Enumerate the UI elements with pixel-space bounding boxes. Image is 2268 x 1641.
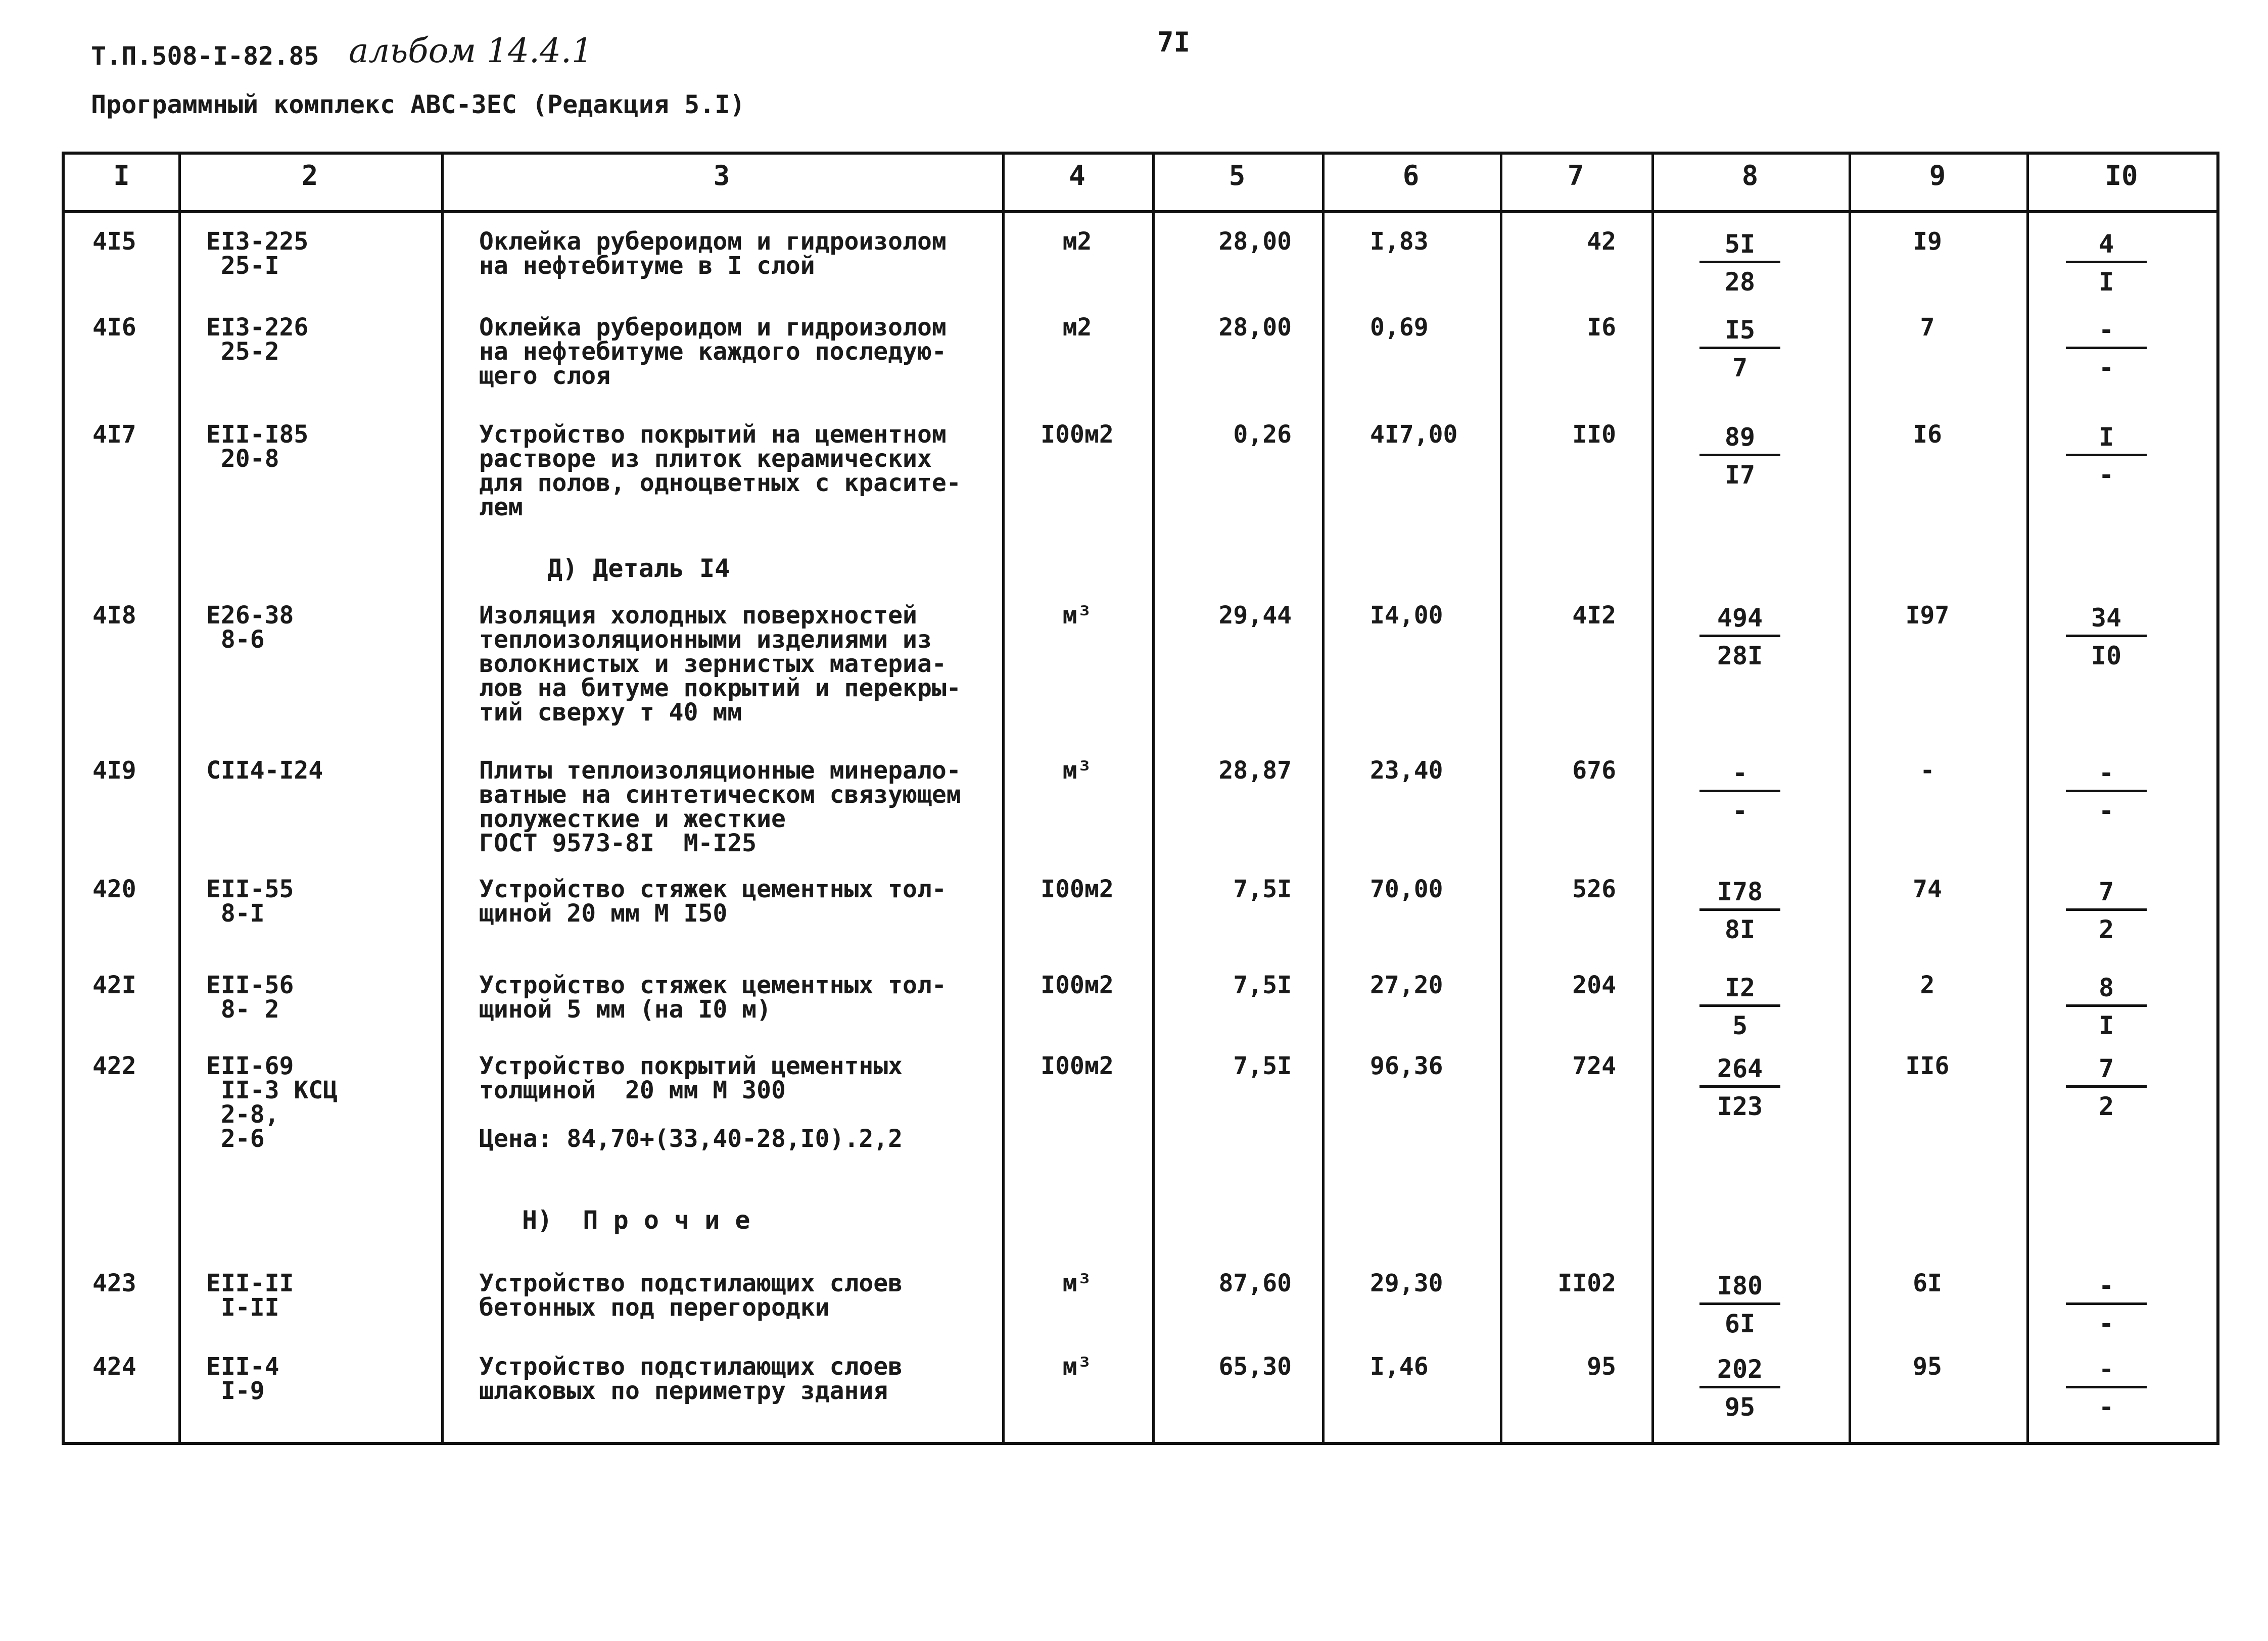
column-header: 3 (713, 160, 730, 191)
column-header: 8 (1741, 160, 1759, 191)
unit: м³ (1062, 1353, 1092, 1381)
header-divider (65, 210, 2216, 213)
column-header: 5 (1228, 160, 1246, 191)
norm-code: EI3-225 25-I (206, 227, 309, 280)
column-8-fraction: $\frac{I5}{7}$ (1699, 315, 1780, 382)
unit: I00м2 (1041, 875, 1114, 903)
norm-code: E26-38 8-6 (206, 601, 294, 654)
work-description: Устройство стяжек цементных тол- щиной 5 мм (на I0 м) (479, 971, 947, 1024)
column-divider (441, 155, 444, 1442)
column-8-fraction: $\frac{I78}{8I}$ (1699, 877, 1780, 944)
column-10-fraction: $\frac{7}{2}$ (2066, 1054, 2147, 1121)
unit: I00м2 (1041, 971, 1114, 999)
total-cost: 526 (1572, 875, 1616, 903)
row-number: 4I5 (92, 227, 136, 256)
norm-code: EII-II I-II (206, 1269, 294, 1322)
work-description: Плиты теплоизоляционные минерало- ватные на синтетическом связующем полужесткие и жесткие ГОСТ 9573-8I М-I25 (479, 756, 961, 857)
quantity: 7,5I (1233, 875, 1292, 903)
column-header: 2 (301, 160, 318, 191)
column-8-fraction: $\frac{494}{28I}$ (1699, 603, 1780, 670)
column-divider (178, 155, 181, 1442)
quantity: 28,87 (1218, 756, 1292, 785)
quantity: 7,5I (1233, 1052, 1292, 1080)
work-description: Устройство подстилающих слоев бетонных под перегородки (479, 1269, 903, 1322)
norm-code: EII-55 8-I (206, 875, 294, 928)
unit-price: 4I7,00 (1370, 420, 1458, 449)
column-8-fraction: $\frac{I2}{5}$ (1699, 973, 1780, 1040)
total-cost: 4I2 (1572, 601, 1616, 630)
column-header: 4 (1069, 160, 1085, 191)
column-10-fraction: $\frac{34}{I0}$ (2066, 603, 2147, 670)
column-9-value: I97 (1905, 601, 1950, 630)
column-9-value: 6I (1913, 1269, 1942, 1297)
column-8-fraction: $\frac{I80}{6I}$ (1699, 1271, 1780, 1338)
quantity: 29,44 (1218, 601, 1292, 630)
unit-price: 96,36 (1370, 1052, 1443, 1080)
section-heading-other: Н) П р о ч и е (522, 1205, 750, 1235)
column-8-fraction: $\frac{89}{I7}$ (1699, 422, 1780, 490)
norm-code: CII4-I24 (206, 756, 323, 785)
norm-code: EII-I85 20-8 (206, 420, 309, 473)
column-10-fraction: - - (2066, 315, 2147, 382)
column-divider (1500, 155, 1502, 1442)
unit-price: 27,20 (1370, 971, 1443, 999)
total-cost: II02 (1557, 1269, 1616, 1297)
column-header: 7 (1567, 160, 1584, 191)
column-8-fraction: $\frac{202}{95}$ (1699, 1355, 1780, 1422)
unit: м³ (1062, 756, 1092, 785)
unit-price: I4,00 (1370, 601, 1443, 630)
estimate-table (62, 152, 2219, 1445)
column-10-fraction: $\frac{4}{I}$ (2066, 229, 2147, 297)
doc-code: Т.П.508-I-82.85 (91, 41, 319, 71)
norm-code: EII-4 I-9 (206, 1353, 279, 1405)
column-8-fraction: $\frac{5I}{28}$ (1699, 229, 1780, 297)
unit-price: 0,69 (1370, 313, 1429, 342)
column-10-fraction: $\frac{7}{2}$ (2066, 877, 2147, 944)
column-divider (1002, 155, 1005, 1442)
column-10-fraction: I - (2066, 422, 2147, 490)
column-header: I0 (2105, 160, 2138, 191)
norm-code: EI3-226 25-2 (206, 313, 309, 366)
row-number: 4I8 (92, 601, 136, 630)
column-divider (2026, 155, 2029, 1442)
column-header: 6 (1402, 160, 1420, 191)
row-number: 420 (92, 875, 136, 903)
column-10-fraction: - - (2066, 1355, 2147, 1422)
quantity: 28,00 (1218, 313, 1292, 342)
unit: м³ (1062, 601, 1092, 630)
column-10-fraction: - - (2066, 758, 2147, 826)
column-9-value: 7 (1920, 313, 1935, 342)
work-description: Устройство покрытий на цементном растворе из плиток керамических для полов, одноцветных с красите- лем (479, 420, 961, 521)
column-9-value: 2 (1920, 971, 1935, 999)
work-description: Устройство подстилающих слоев шлаковых по периметру здания (479, 1353, 903, 1405)
unit-price: 23,40 (1370, 756, 1443, 785)
column-divider (1849, 155, 1851, 1442)
column-divider (1651, 155, 1654, 1442)
column-9-value: 74 (1913, 875, 1942, 903)
unit: I00м2 (1041, 1052, 1114, 1080)
unit: м2 (1062, 227, 1092, 256)
norm-code: EII-56 8- 2 (206, 971, 294, 1024)
section-heading-detail: Д) Деталь I4 (547, 554, 730, 583)
row-number: 4I9 (92, 756, 136, 785)
quantity: 28,00 (1218, 227, 1292, 256)
work-description: Устройство стяжек цементных тол- щиной 20 мм М I50 (479, 875, 947, 928)
total-cost: I6 (1587, 313, 1616, 342)
total-cost: 676 (1572, 756, 1616, 785)
row-number: 424 (92, 1353, 136, 1381)
quantity: 7,5I (1233, 971, 1292, 999)
work-description: Устройство покрытий цементных толщиной 20 мм М 300 Цена: 84,70+(33,40-28,I0).2,2 (479, 1052, 903, 1153)
column-9-value: - (1920, 756, 1935, 785)
column-divider (1322, 155, 1325, 1442)
unit: м³ (1062, 1269, 1092, 1297)
column-divider (1152, 155, 1155, 1442)
document-subtitle: Программный комплекс АВС-ЗЕС (Редакция 5.I) (91, 90, 745, 119)
handwritten-album-note: альбом 14.4.1 (349, 31, 593, 70)
total-cost: 724 (1572, 1052, 1616, 1080)
row-number: 423 (92, 1269, 136, 1297)
row-number: 42I (92, 971, 136, 999)
page-number: 7I (1157, 26, 1191, 58)
column-9-value: II6 (1905, 1052, 1950, 1080)
column-8-fraction: $\frac{264}{I23}$ (1699, 1054, 1780, 1121)
row-number: 4I6 (92, 313, 136, 342)
total-cost: II0 (1572, 420, 1616, 449)
column-header: I (113, 160, 130, 191)
column-8-fraction: - - (1699, 758, 1780, 826)
unit: I00м2 (1041, 420, 1114, 449)
column-9-value: 95 (1913, 1353, 1942, 1381)
work-description: Оклейка рубероидом и гидроизолом на нефтебитуме каждого последую- щего слоя (479, 313, 947, 390)
column-header: 9 (1929, 160, 1946, 191)
work-description: Изоляция холодных поверхностей теплоизоляционными изделиями из волокнистых и зернистых материа- лов на битуме покрытий и перекры- тий сверху т 40 мм (479, 601, 961, 727)
row-number: 4I7 (92, 420, 136, 449)
row-number: 422 (92, 1052, 136, 1080)
unit-price: 29,30 (1370, 1269, 1443, 1297)
unit: м2 (1062, 313, 1092, 342)
column-9-value: I9 (1913, 227, 1942, 256)
unit-price: 70,00 (1370, 875, 1443, 903)
unit-price: I,46 (1370, 1353, 1429, 1381)
norm-code: EII-69 II-3 КСЦ 2-8, 2-6 (206, 1052, 338, 1153)
quantity: 65,30 (1218, 1353, 1292, 1381)
column-10-fraction: - - (2066, 1271, 2147, 1338)
unit-price: I,83 (1370, 227, 1429, 256)
quantity: 0,26 (1233, 420, 1292, 449)
total-cost: 204 (1572, 971, 1616, 999)
column-9-value: I6 (1913, 420, 1942, 449)
column-10-fraction: $\frac{8}{I}$ (2066, 973, 2147, 1040)
work-description: Оклейка рубероидом и гидроизолом на нефтебитуме в I слой (479, 227, 947, 280)
total-cost: 42 (1587, 227, 1616, 256)
quantity: 87,60 (1218, 1269, 1292, 1297)
total-cost: 95 (1587, 1353, 1616, 1381)
